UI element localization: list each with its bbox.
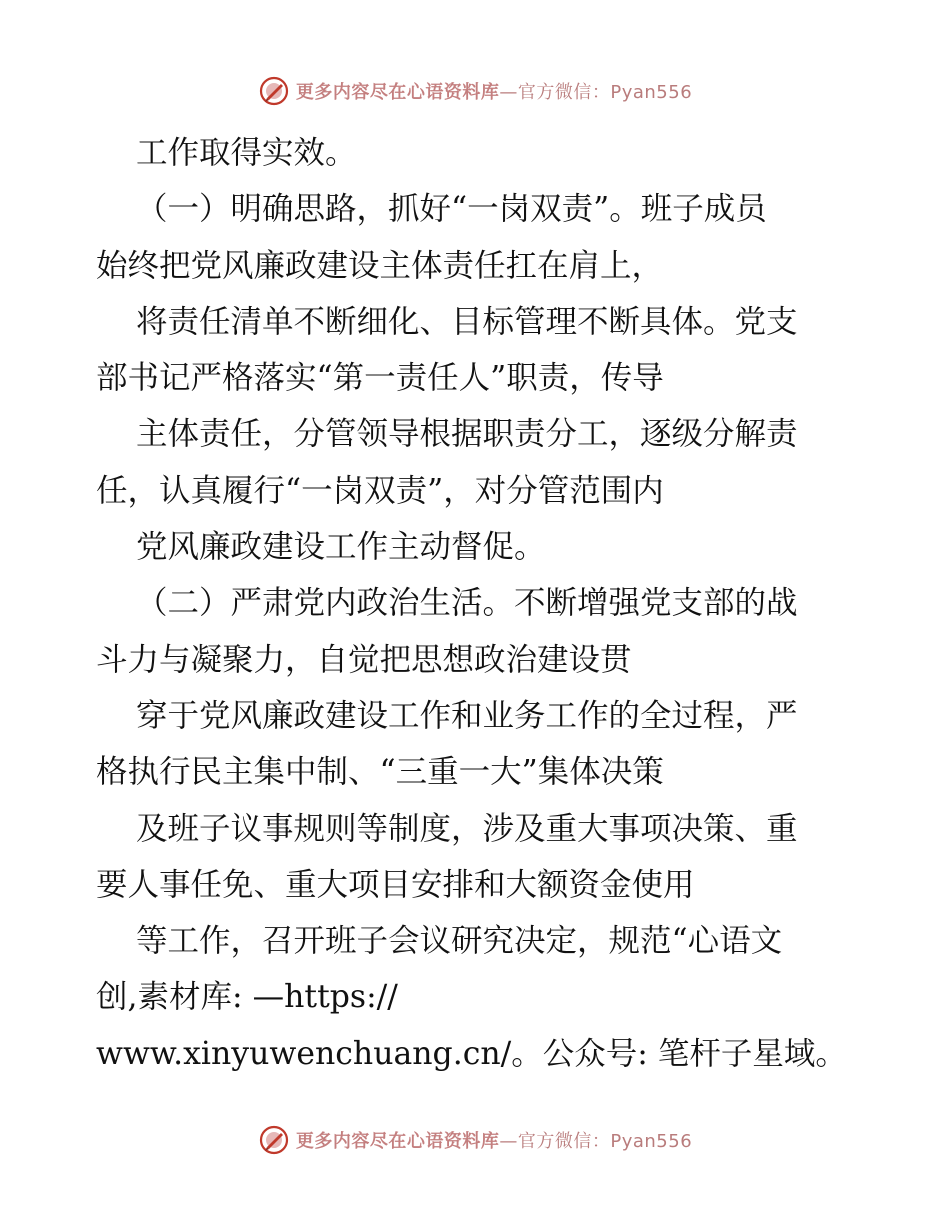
text-line: 工作取得实效。 xyxy=(136,135,357,171)
document-body xyxy=(96,125,856,1082)
text-line: 等工作，召开班子会议研究决定，规范“心语文 xyxy=(136,923,783,960)
text-line: 及班子议事规则等制度，涉及重大事项决策、重 xyxy=(136,810,798,847)
text-line: 穿于党风廉政建设工作和业务工作的全过程，严 xyxy=(136,697,798,734)
watermark-main-text: 更多内容尽在心语资料库 xyxy=(295,82,500,103)
watermark-sub-text: —官方微信：Pyan556 xyxy=(499,82,693,103)
watermark-main-text: 更多内容尽在心语资料库 xyxy=(295,1131,500,1152)
footer-watermark xyxy=(0,1122,950,1158)
text-line: 始终把党风廉政建设主体责任扛在肩上， xyxy=(96,247,664,284)
text-line: 创,素材库: —https:// xyxy=(96,979,398,1016)
text-line: www.xinyuwenchuang.cn/。公众号: 笔杆子星域。 xyxy=(96,1035,847,1072)
pen-logo-icon xyxy=(258,75,290,107)
text-line: （二）严肃党内政治生活。不断增强党支部的战 xyxy=(136,585,798,622)
text-line: 主体责任，分管领导根据职责分工，逐级分解责 xyxy=(136,416,798,453)
text-line: 任，认真履行“一岗双责”，对分管范围内 xyxy=(96,472,664,509)
text-line: 党风廉政建设工作主动督促。 xyxy=(136,529,546,566)
pen-logo-icon xyxy=(258,1124,290,1156)
text-line: （一）明确思路，抓好“一岗双责”。班子成员 xyxy=(136,191,767,228)
text-line: 格执行民主集中制、“三重一大”集体决策 xyxy=(96,754,664,791)
watermark-text xyxy=(296,78,692,104)
watermark-text xyxy=(296,1127,692,1153)
text-line: 要人事任免、重大项目安排和大额资金使用 xyxy=(96,866,695,903)
text-line: 部书记严格落实“第一责任人”职责，传导 xyxy=(96,360,664,397)
watermark-sub-text: —官方微信：Pyan556 xyxy=(499,1131,693,1152)
text-line: 斗力与凝聚力，自觉把思想政治建设贯 xyxy=(96,641,632,678)
header-watermark xyxy=(0,73,950,109)
text-line: 将责任清单不断细化、目标管理不断具体。党支 xyxy=(136,303,798,340)
